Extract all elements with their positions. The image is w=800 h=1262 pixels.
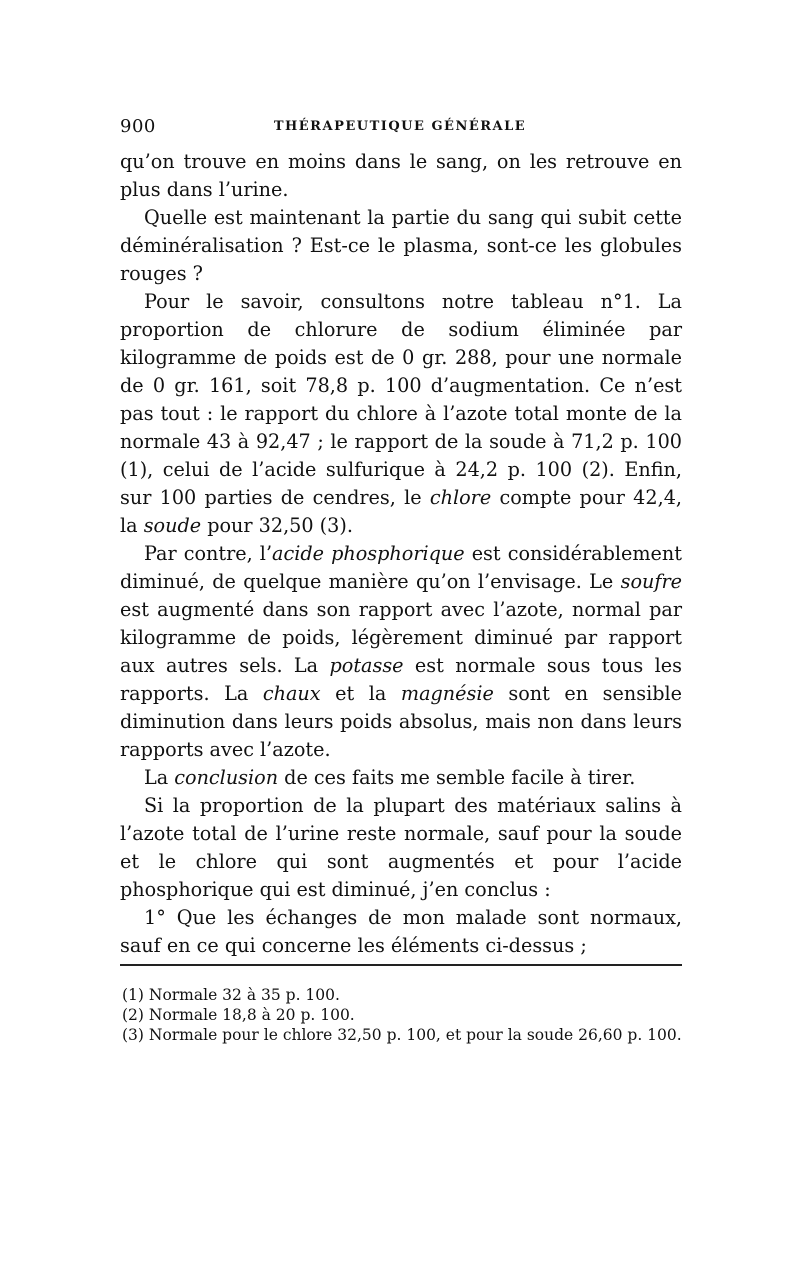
italic-term-conclusion: conclusion: [174, 766, 279, 789]
italic-term-acide-phosphorique: acide phosphorique: [272, 542, 465, 565]
inline-text: La: [144, 766, 175, 789]
footnote-1: (1) Normale 32 à 35 p. 100.: [122, 986, 340, 1004]
inline-text: de ces faits me semble facile à tirer.: [278, 766, 636, 789]
inline-text: est considérablement diminué, de quelque manière qu’on l’envisage. Le: [120, 542, 682, 593]
italic-term-chaux: chaux: [262, 682, 321, 705]
inline-text: le: [404, 486, 430, 509]
inline-text: et la: [320, 682, 401, 705]
footnotes: [122, 985, 702, 1045]
italic-term-soude: soude: [143, 514, 202, 537]
paragraph-proportion: Si la proportion de la plupart des matériaux salins à l’azote total de l’urine reste normale, sauf pour la soude et le chlore qui sont augmentés et pour l’acide phosphorique qui est diminué, j’en conclus :: [120, 794, 682, 901]
inline-text: pour 32,50 (3).: [201, 514, 353, 537]
page-number: 900: [120, 116, 156, 137]
italic-term-chlore: chlore: [429, 486, 492, 509]
paragraph-point-one: 1° Que les échanges de mon malade sont normaux, sauf en ce qui concerne les éléments ci-dessus ;: [120, 906, 682, 957]
inline-text: est normale sous tous les rapports. La: [120, 654, 682, 705]
body-text: [120, 148, 682, 960]
running-head: THÉRAPEUTIQUE GÉNÉRALE: [273, 119, 527, 134]
paragraph-continuation: qu’on trouve en moins dans le sang, on les retrouve en plus dans l’urine.: [120, 150, 682, 201]
page-header: [120, 116, 680, 140]
paragraph-tableau-text: Pour le savoir, consultons notre tableau n°1. La proportion de chlorure de sodium éliminée par kilogramme de poids est de 0 gr. 288, pour une normale de 0 gr. 161, soit 78,8 p. 100 d’augmentation. Ce n’est pas tout : le rapport du chlore à l’azote total monte de la normale 43 à 92,47 ; le rapport de la soude à 71,2 p. 100 (1), celui de l’acide sulfurique à 24,2 p. 100 (2). Enfin, sur 100 parties de cendres,: [120, 290, 682, 509]
paragraph-conclusion: [120, 764, 682, 792]
inline-text: Par contre, l’: [144, 542, 273, 565]
footnote-2: (2) Normale 18,8 à 20 p. 100.: [122, 1006, 355, 1024]
footnote-3: (3) Normale pour le chlore 32,50 p. 100, et pour la soude 26,60 p. 100.: [122, 1026, 682, 1044]
inline-text: est augmenté dans son rapport avec l’azote, normal par kilogramme de poids, légèrement diminué par rapport aux autres sels. La: [120, 598, 682, 677]
italic-term-potasse: potasse: [329, 654, 404, 677]
paragraph-question: Quelle est maintenant la partie du sang qui subit cette déminéralisation ? Est-ce le plasma, sont-ce les globules rouges ?: [120, 206, 682, 285]
paragraph-tableau: [120, 288, 682, 540]
italic-term-soufre: soufre: [620, 570, 682, 593]
inline-text: sont en sensible diminution dans leurs poids absolus, mais non dans leurs rapports avec l’azote.: [120, 682, 682, 761]
inline-text: compte pour 42,4, la: [120, 486, 683, 537]
footnote-divider: [120, 964, 682, 966]
paragraph-contre: [120, 540, 682, 764]
italic-term-magnesie: magnésie: [400, 682, 494, 705]
